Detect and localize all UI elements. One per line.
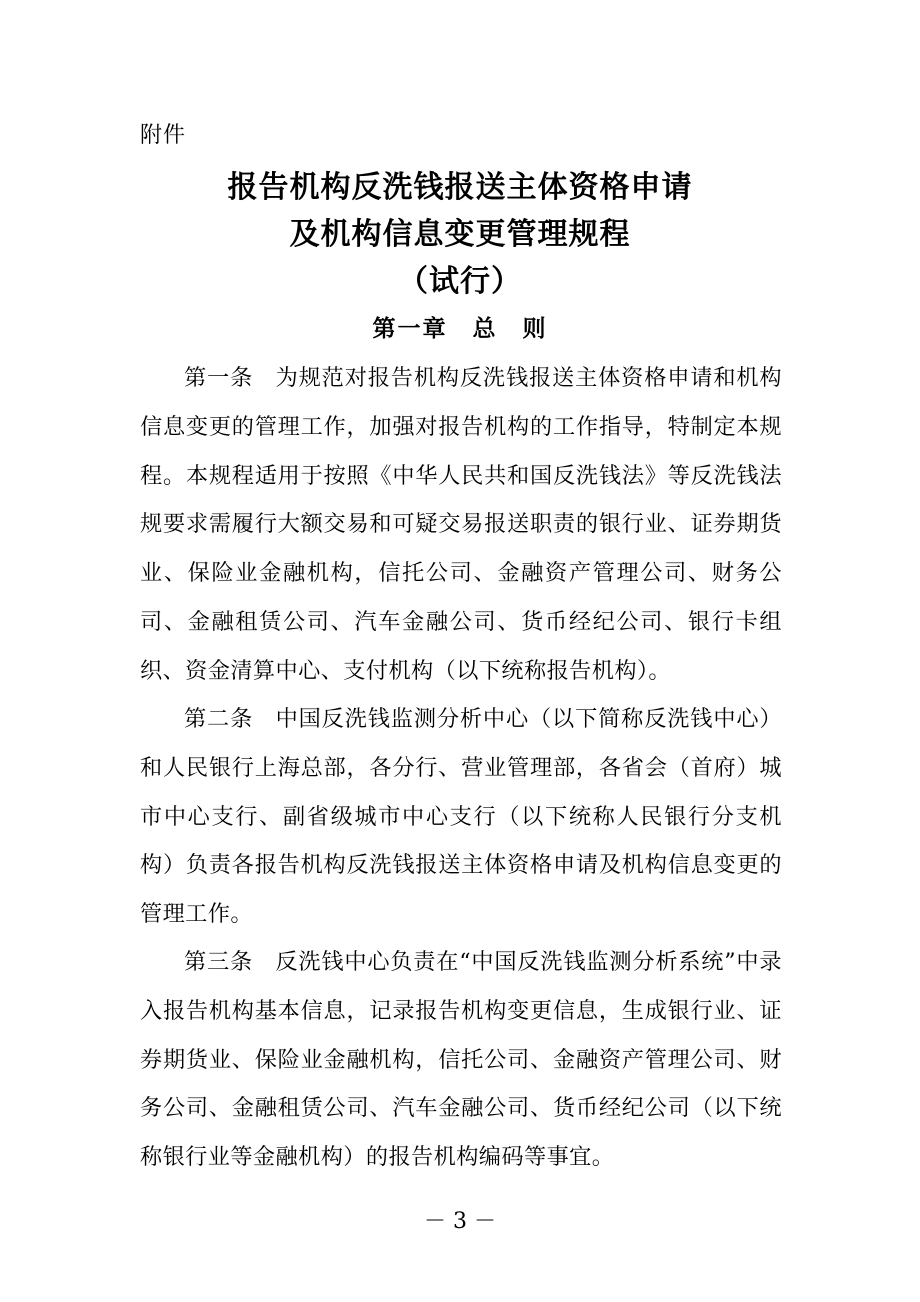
attachment-label: 附件 (140, 123, 187, 148)
chapter-heading: 第一章 总 则 (372, 316, 548, 342)
article-3-text: 反洗钱中心负责在“中国反洗钱监测分析系统”中录入报告机构基本信息，记录报告机构变更信息，生成银行业、证券期货业、保险业金融机构，信托公司、金融资产管理公司、财务公司、金融租赁公司、汽车金融公司、货币经纪公司（以下统称银行业等金融机构）的报告机构编码等事宜。 (140, 949, 782, 1171)
title-line-1: 报告机构反洗钱报送主体资格申请 (227, 170, 693, 205)
article-2-number: 第二条 (184, 706, 254, 732)
article-2-text: 中国反洗钱监测分析中心（以下简称反洗钱中心）和人民银行上海总部，各分行、营业管理部，各省会（首府）城市中心支行、副省级城市中心支行（以下统称人民银行分支机构）负责各报告机构反洗钱报送主体资格申请及机构信息变更的管理工作。 (140, 706, 782, 928)
article-1-text: 为规范对报告机构反洗钱报送主体资格申请和机构信息变更的管理工作，加强对报告机构的工作指导，特制定本规程。本规程适用于按照《中华人民共和国反洗钱法》等反洗钱法规要求需履行大额交易和可疑交易报送职责的银行业、证券期货业、保险业金融机构，信托公司、金融资产管理公司、财务公司、金融租赁公司、汽车金融公司、货币经纪公司、银行卡组织、资金清算中心、支付机构（以下统称报告机构）。 (140, 365, 782, 684)
article-2 (140, 695, 782, 939)
page-number: － 3 － (424, 1209, 496, 1234)
title-line-3: （试行） (398, 264, 522, 299)
article-3 (140, 938, 782, 1182)
title-line-2: 及机构信息变更管理规程 (289, 217, 631, 252)
article-1-number: 第一条 (184, 365, 254, 391)
article-3-number: 第三条 (184, 949, 253, 975)
article-1 (140, 354, 782, 696)
